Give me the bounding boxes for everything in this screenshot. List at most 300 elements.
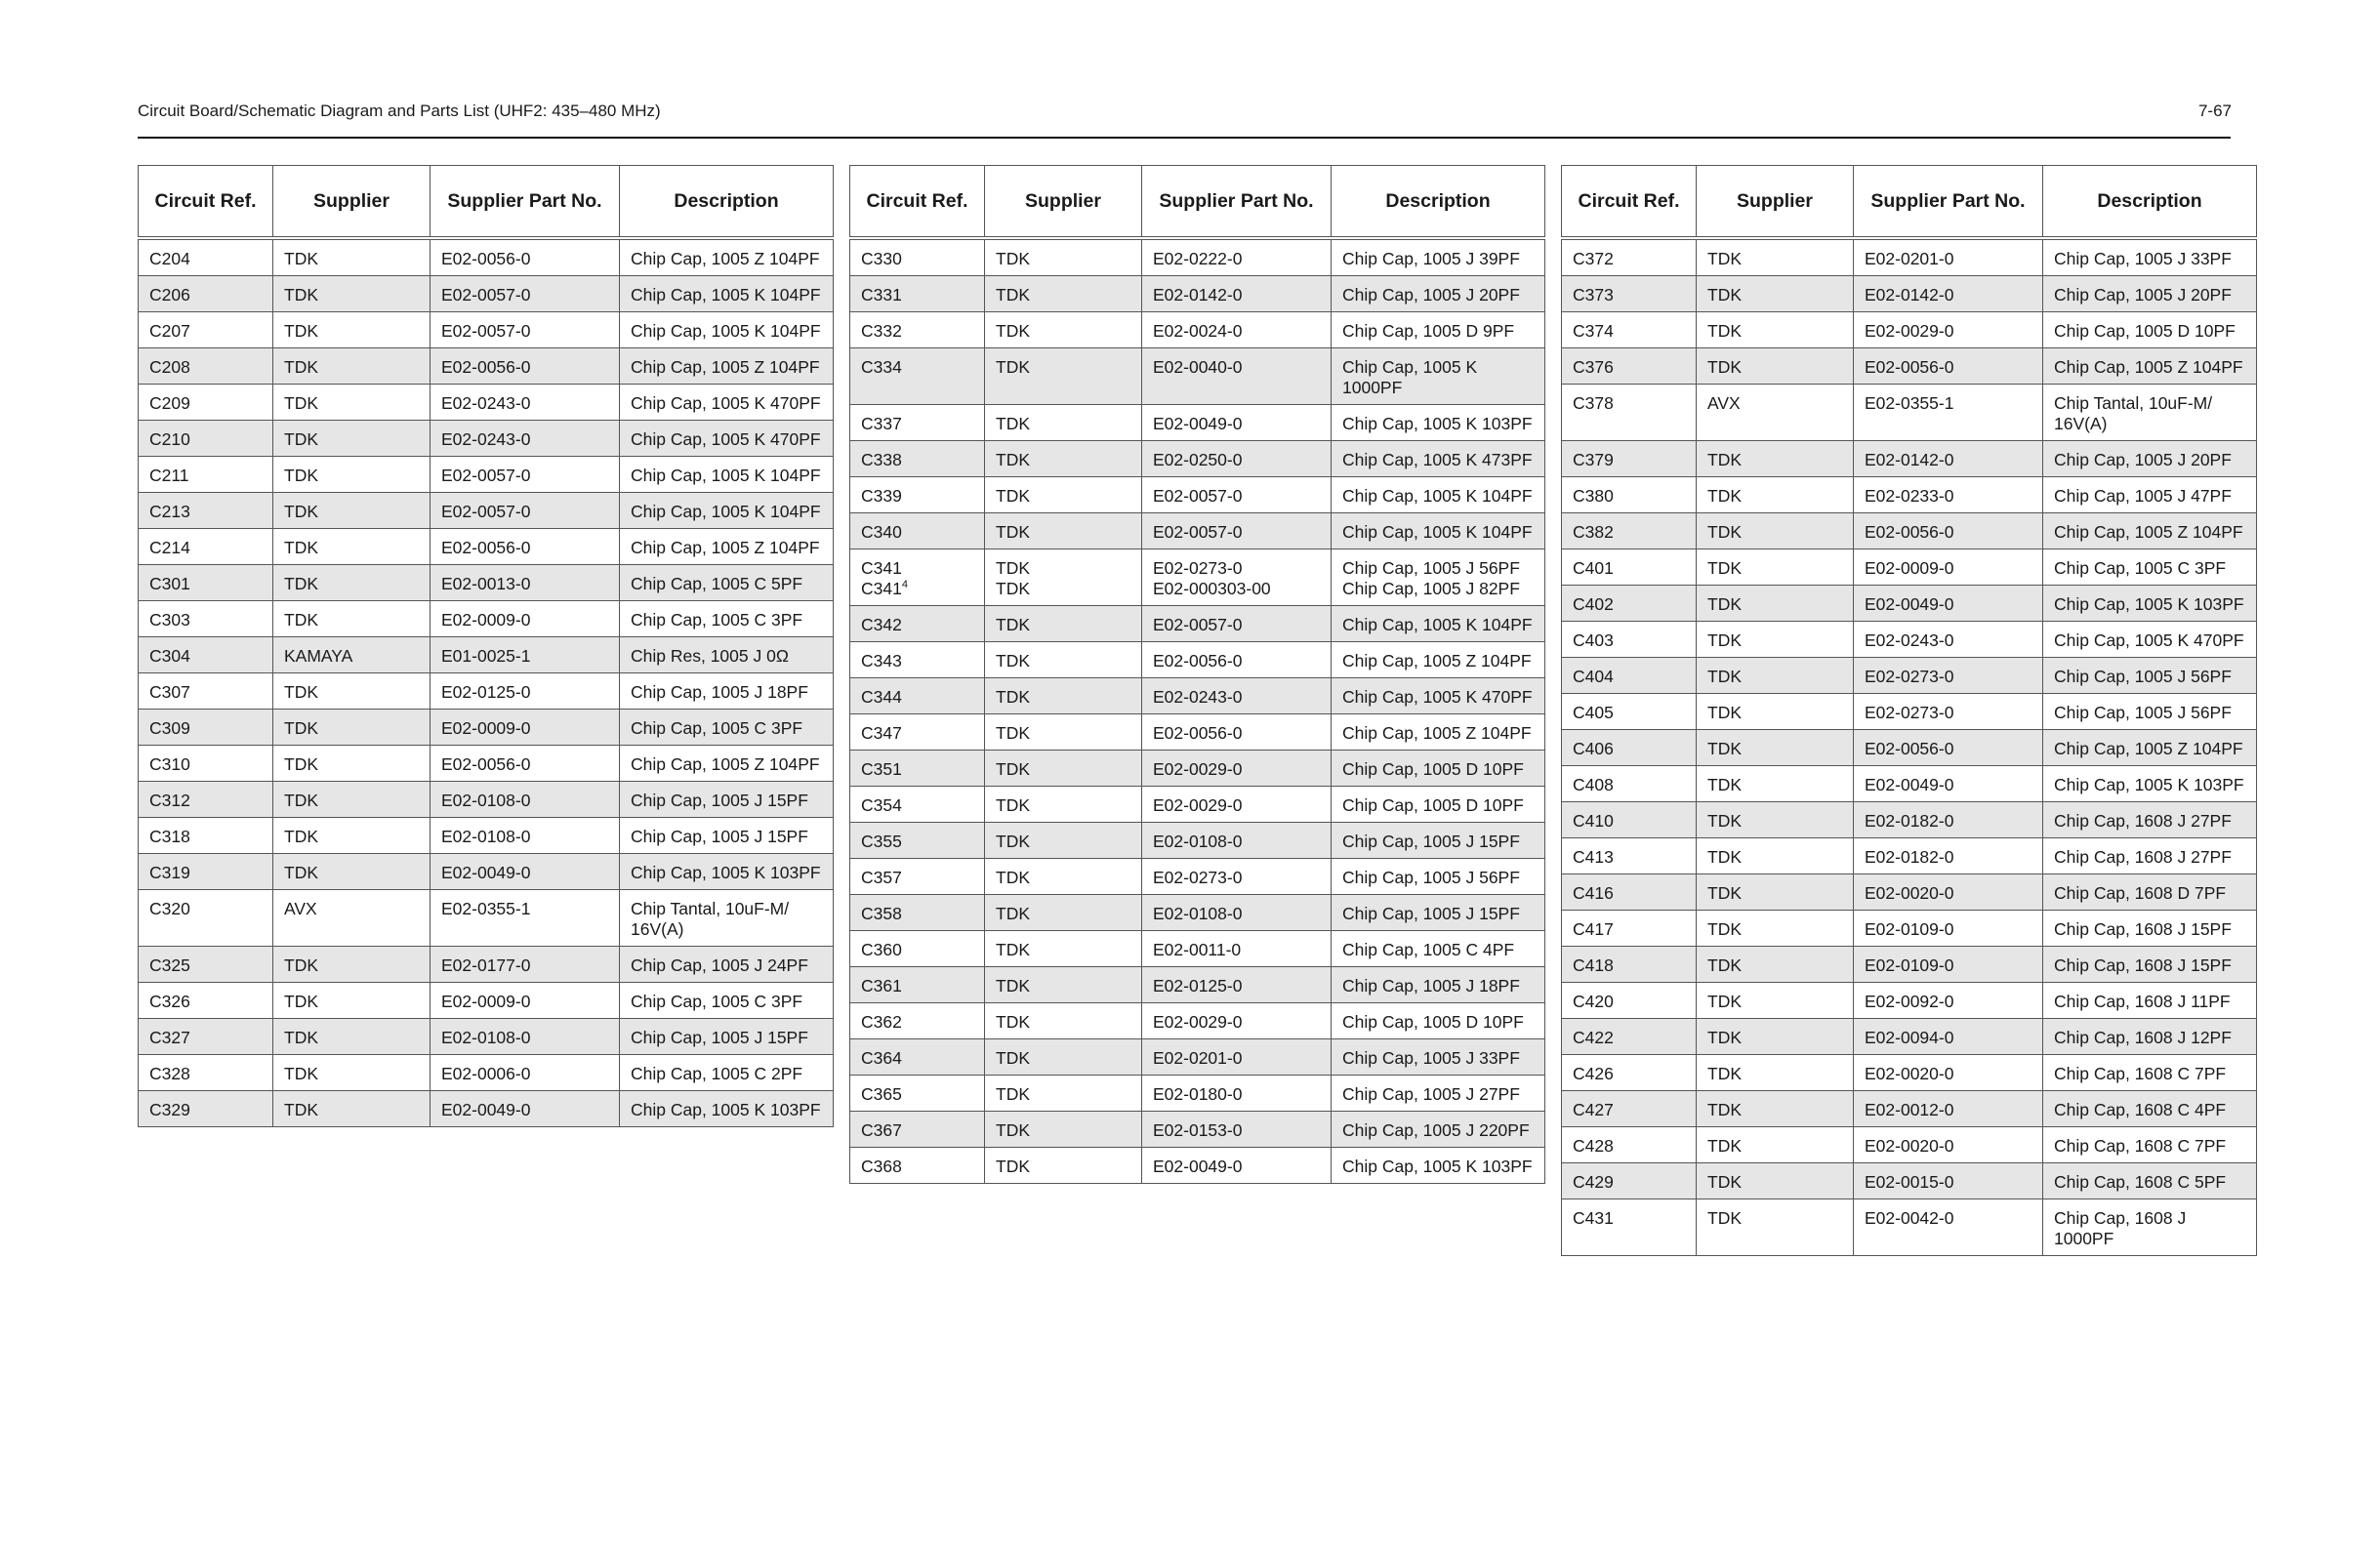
supplier-cell: TDK (1697, 586, 1854, 622)
description-cell: Chip Cap, 1608 C 5PF (2043, 1163, 2257, 1199)
table-row (1562, 983, 2257, 1019)
supplier-cell: TDK (985, 895, 1142, 931)
description-cell: Chip Cap, 1005 J 220PF (1332, 1112, 1545, 1148)
part-no-cell-line-2 (1153, 579, 1320, 599)
description-cell: Chip Cap, 1005 Z 104PF (2043, 513, 2257, 549)
circuit-ref-cell: C422 (1562, 1019, 1697, 1055)
table-row (139, 673, 834, 710)
description-cell: Chip Cap, 1005 J 56PF (2043, 694, 2257, 730)
description-cell: Chip Cap, 1005 K 473PF (1332, 441, 1545, 477)
part-no-cell: E02-0092-0 (1854, 983, 2043, 1019)
description-cell: Chip Cap, 1005 K 470PF (620, 385, 834, 421)
description-cell: Chip Cap, 1005 K 104PF (620, 457, 834, 493)
description-cell: Chip Cap, 1005 K 103PF (620, 1091, 834, 1127)
parts-table-2 (849, 165, 1545, 1184)
description-cell: Chip Cap, 1608 J 1000PF (2043, 1199, 2257, 1256)
table-row (1562, 238, 2257, 276)
circuit-ref-cell: C307 (139, 673, 273, 710)
header-supplier-part-no: Supplier Part No. (1142, 166, 1332, 239)
part-no-cell: E02-0049-0 (1142, 1148, 1332, 1184)
table-row (1562, 622, 2257, 658)
table-row (1562, 694, 2257, 730)
description-cell: Chip Tantal, 10uF-M/ 16V(A) (620, 890, 834, 947)
supplier-cell: AVX (273, 890, 431, 947)
table-row (1562, 312, 2257, 348)
description-cell: Chip Cap, 1608 D 7PF (2043, 874, 2257, 911)
circuit-ref-cell: C431 (1562, 1199, 1697, 1256)
supplier-cell: TDK (985, 823, 1142, 859)
table-row (1562, 947, 2257, 983)
circuit-ref-cell: C364 (850, 1039, 985, 1076)
part-no-cell: E02-0153-0 (1142, 1112, 1332, 1148)
supplier-cell: TDK (985, 606, 1142, 642)
table-row (850, 276, 1545, 312)
part-no-cell: E02-0273-0 (1142, 859, 1332, 895)
circuit-ref-cell: C376 (1562, 348, 1697, 385)
description-cell: Chip Cap, 1608 J 12PF (2043, 1019, 2257, 1055)
table-row (1562, 513, 2257, 549)
table-row (139, 890, 834, 947)
supplier-cell: TDK (273, 565, 431, 601)
supplier-cell: TDK (1697, 947, 1854, 983)
table-row (850, 967, 1545, 1003)
circuit-ref-cell: C330 (850, 238, 985, 276)
circuit-ref-cell: C310 (139, 746, 273, 782)
description-cell: Chip Cap, 1005 K 104PF (1332, 513, 1545, 549)
supplier-cell: TDK (985, 238, 1142, 276)
supplier-cell: TDK (273, 947, 431, 983)
table-row (850, 477, 1545, 513)
supplier-cell: TDK (273, 710, 431, 746)
supplier-cell: TDK (985, 751, 1142, 787)
supplier-cell: TDK (985, 276, 1142, 312)
description-cell: Chip Cap, 1005 K 103PF (2043, 766, 2257, 802)
circuit-ref-cell: C337 (850, 405, 985, 441)
table-row (850, 1076, 1545, 1112)
part-no-cell: E02-0355-1 (431, 890, 620, 947)
supplier-cell: TDK (985, 1039, 1142, 1076)
supplier-cell-line-2-text: TDK (996, 579, 1030, 598)
part-no-cell: E02-0056-0 (1854, 513, 2043, 549)
supplier-cell: TDK (1697, 1055, 1854, 1091)
supplier-cell: TDK (1697, 348, 1854, 385)
part-no-cell: E02-0020-0 (1854, 1127, 2043, 1163)
description-cell: Chip Cap, 1005 Z 104PF (2043, 348, 2257, 385)
table-row (850, 1039, 1545, 1076)
table-row (850, 823, 1545, 859)
table-row (139, 312, 834, 348)
description-cell: Chip Cap, 1005 J 15PF (620, 1019, 834, 1055)
supplier-cell: TDK (985, 1112, 1142, 1148)
part-no-cell: E02-0094-0 (1854, 1019, 2043, 1055)
supplier-cell: TDK (1697, 276, 1854, 312)
circuit-ref-cell: C343 (850, 642, 985, 678)
supplier-cell: TDK (1697, 983, 1854, 1019)
description-cell: Chip Cap, 1005 K 470PF (1332, 678, 1545, 714)
description-cell: Chip Cap, 1005 J 33PF (1332, 1039, 1545, 1076)
circuit-ref-cell: C427 (1562, 1091, 1697, 1127)
description-cell: Chip Cap, 1608 C 4PF (2043, 1091, 2257, 1127)
supplier-cell: TDK (1697, 694, 1854, 730)
table-row (1562, 348, 2257, 385)
supplier-cell: TDK (273, 854, 431, 890)
table-header-row (850, 166, 1545, 239)
supplier-cell: TDK (273, 601, 431, 637)
part-no-cell: E02-0015-0 (1854, 1163, 2043, 1199)
description-cell: Chip Cap, 1005 J 56PF (2043, 658, 2257, 694)
description-cell: Chip Cap, 1005 K 104PF (1332, 477, 1545, 513)
parts-table-3 (1561, 165, 2257, 1256)
circuit-ref-cell: C404 (1562, 658, 1697, 694)
description-cell: Chip Cap, 1005 J 18PF (620, 673, 834, 710)
circuit-ref-cell: C301 (139, 565, 273, 601)
part-no-cell: E02-0049-0 (1854, 586, 2043, 622)
table-row (139, 276, 834, 312)
part-no-cell: E02-0201-0 (1142, 1039, 1332, 1076)
table-row (1562, 1163, 2257, 1199)
description-cell: Chip Cap, 1005 J 18PF (1332, 967, 1545, 1003)
supplier-cell: TDK (1697, 549, 1854, 586)
part-no-cell: E02-0029-0 (1142, 751, 1332, 787)
part-no-cell: E02-0142-0 (1854, 276, 2043, 312)
circuit-ref-cell: C318 (139, 818, 273, 854)
table-row (1562, 385, 2257, 441)
description-cell: Chip Cap, 1005 J 27PF (1332, 1076, 1545, 1112)
supplier-cell: TDK (273, 421, 431, 457)
supplier-cell: TDK (985, 1003, 1142, 1039)
circuit-ref-cell: C214 (139, 529, 273, 565)
circuit-ref-cell-line-2 (861, 579, 973, 599)
circuit-ref-cell: C413 (1562, 838, 1697, 874)
description-cell: Chip Cap, 1005 Z 104PF (620, 238, 834, 276)
supplier-cell: TDK (273, 746, 431, 782)
circuit-ref-cell: C372 (1562, 238, 1697, 276)
supplier-cell: TDK (1697, 766, 1854, 802)
supplier-cell: TDK (985, 714, 1142, 751)
part-no-cell: E02-0108-0 (431, 782, 620, 818)
part-no-cell: E02-0243-0 (431, 421, 620, 457)
table-row (1562, 441, 2257, 477)
description-cell: Chip Cap, 1005 K 104PF (620, 276, 834, 312)
description-cell: Chip Cap, 1005 J 20PF (1332, 276, 1545, 312)
supplier-cell: TDK (985, 513, 1142, 549)
circuit-ref-cell: C309 (139, 710, 273, 746)
description-cell: Chip Cap, 1608 C 7PF (2043, 1127, 2257, 1163)
supplier-cell: TDK (273, 782, 431, 818)
supplier-cell: TDK (273, 1091, 431, 1127)
supplier-cell: TDK (273, 276, 431, 312)
circuit-ref-cell: C325 (139, 947, 273, 983)
supplier-cell: TDK (273, 1019, 431, 1055)
circuit-ref-cell: C339 (850, 477, 985, 513)
table-row (1562, 838, 2257, 874)
part-no-cell: E02-0201-0 (1854, 238, 2043, 276)
description-cell-line-2-text: Chip Cap, 1005 J 82PF (1342, 579, 1520, 598)
header-description: Description (620, 166, 834, 239)
circuit-ref-cell: C344 (850, 678, 985, 714)
header-supplier: Supplier (1697, 166, 1854, 239)
supplier-cell: TDK (985, 477, 1142, 513)
part-no-cell: E02-0056-0 (1142, 642, 1332, 678)
supplier-cell: TDK (985, 967, 1142, 1003)
supplier-cell: TDK (1697, 513, 1854, 549)
description-cell: Chip Cap, 1005 K 103PF (1332, 405, 1545, 441)
table-row (139, 746, 834, 782)
part-no-cell-line-1: E02-0273-0 (1153, 558, 1243, 578)
part-no-cell: E02-0042-0 (1854, 1199, 2043, 1256)
circuit-ref-cell: C428 (1562, 1127, 1697, 1163)
supplier-cell: TDK (1697, 1199, 1854, 1256)
table-row (139, 601, 834, 637)
circuit-ref-cell: C303 (139, 601, 273, 637)
table-header-row (1562, 166, 2257, 239)
table-row (850, 714, 1545, 751)
header-description: Description (1332, 166, 1545, 239)
description-cell: Chip Cap, 1005 J 20PF (2043, 441, 2257, 477)
part-no-cell: E01-0025-1 (431, 637, 620, 673)
table-row (850, 238, 1545, 276)
supplier-cell-line-1: TDK (996, 558, 1030, 578)
circuit-ref-cell: C420 (1562, 983, 1697, 1019)
supplier-cell: TDK (985, 312, 1142, 348)
part-no-cell: E02-0243-0 (1854, 622, 2043, 658)
circuit-ref-cell: C351 (850, 751, 985, 787)
supplier-cell: TDK (985, 642, 1142, 678)
description-cell: Chip Cap, 1005 J 24PF (620, 947, 834, 983)
supplier-cell: TDK (273, 983, 431, 1019)
circuit-ref-cell: C405 (1562, 694, 1697, 730)
description-cell: Chip Cap, 1005 K 104PF (1332, 606, 1545, 642)
description-cell: Chip Cap, 1608 J 27PF (2043, 838, 2257, 874)
part-no-cell: E02-0006-0 (431, 1055, 620, 1091)
table-row (1562, 1127, 2257, 1163)
supplier-cell: TDK (985, 1148, 1142, 1184)
supplier-cell: TDK (273, 312, 431, 348)
supplier-cell: TDK (985, 859, 1142, 895)
part-no-cell: E02-0009-0 (1854, 549, 2043, 586)
circuit-ref-cell: C328 (139, 1055, 273, 1091)
description-cell: Chip Cap, 1005 Z 104PF (2043, 730, 2257, 766)
circuit-ref-cell: C416 (1562, 874, 1697, 911)
part-no-cell: E02-0109-0 (1854, 911, 2043, 947)
description-cell: Chip Cap, 1005 Z 104PF (1332, 714, 1545, 751)
part-no-cell: E02-0273-0 (1854, 694, 2043, 730)
table-row (139, 983, 834, 1019)
part-no-cell: E02-0056-0 (431, 238, 620, 276)
description-cell: Chip Tantal, 10uF-M/ 16V(A) (2043, 385, 2257, 441)
table-row (139, 565, 834, 601)
table-row (850, 312, 1545, 348)
part-no-cell: E02-0056-0 (431, 529, 620, 565)
circuit-ref-cell: C319 (139, 854, 273, 890)
table-row (850, 441, 1545, 477)
circuit-ref-cell: C429 (1562, 1163, 1697, 1199)
table-row (850, 931, 1545, 967)
supplier-cell: TDK (985, 931, 1142, 967)
part-no-cell: E02-0029-0 (1854, 312, 2043, 348)
header-supplier: Supplier (273, 166, 431, 239)
part-no-cell: E02-0108-0 (431, 818, 620, 854)
circuit-ref-cell: C426 (1562, 1055, 1697, 1091)
description-cell: Chip Cap, 1005 Z 104PF (620, 348, 834, 385)
description-cell: Chip Cap, 1005 Z 104PF (620, 746, 834, 782)
circuit-ref-cell: C209 (139, 385, 273, 421)
circuit-ref-cell: C410 (1562, 802, 1697, 838)
part-no-cell: E02-0029-0 (1142, 1003, 1332, 1039)
circuit-ref-cell: C207 (139, 312, 273, 348)
parts-table-1 (138, 165, 834, 1127)
part-no-cell: E02-0020-0 (1854, 1055, 2043, 1091)
part-no-cell: E02-0020-0 (1854, 874, 2043, 911)
table-row (1562, 1091, 2257, 1127)
table-row (139, 1055, 834, 1091)
part-no-cell: E02-0142-0 (1854, 441, 2043, 477)
part-no-cell: E02-0024-0 (1142, 312, 1332, 348)
circuit-ref-cell: C378 (1562, 385, 1697, 441)
table-row (139, 1091, 834, 1127)
circuit-ref-cell: C204 (139, 238, 273, 276)
supplier-cell: TDK (1697, 802, 1854, 838)
circuit-ref-cell: C327 (139, 1019, 273, 1055)
part-no-cell: E02-0243-0 (431, 385, 620, 421)
table-row (1562, 1055, 2257, 1091)
circuit-ref-cell: C340 (850, 513, 985, 549)
supplier-cell: TDK (273, 457, 431, 493)
part-no-cell: E02-0057-0 (431, 457, 620, 493)
header-circuit-ref: Circuit Ref. (139, 166, 273, 239)
table-row (139, 1019, 834, 1055)
description-cell: Chip Cap, 1005 J 15PF (620, 818, 834, 854)
circuit-ref-cell: C361 (850, 967, 985, 1003)
circuit-ref-cell: C312 (139, 782, 273, 818)
circuit-ref-cell: C362 (850, 1003, 985, 1039)
circuit-ref-cell: C304 (139, 637, 273, 673)
part-no-cell: E02-0057-0 (1142, 477, 1332, 513)
footnote-marker: 4 (901, 579, 908, 591)
table-row (850, 751, 1545, 787)
part-no-cell: E02-0233-0 (1854, 477, 2043, 513)
supplier-cell: TDK (1697, 874, 1854, 911)
part-no-cell: E02-0057-0 (431, 276, 620, 312)
table-row (850, 1112, 1545, 1148)
table-row (850, 895, 1545, 931)
description-cell: Chip Cap, 1005 C 4PF (1332, 931, 1545, 967)
description-cell: Chip Cap, 1005 C 3PF (620, 983, 834, 1019)
part-no-cell (1142, 549, 1332, 606)
circuit-ref-cell: C418 (1562, 947, 1697, 983)
circuit-ref-cell (850, 549, 985, 606)
circuit-ref-cell: C374 (1562, 312, 1697, 348)
supplier-cell: TDK (1697, 1019, 1854, 1055)
table-row (1562, 874, 2257, 911)
part-no-cell: E02-0049-0 (431, 854, 620, 890)
part-no-cell: E02-0109-0 (1854, 947, 2043, 983)
supplier-cell: TDK (273, 818, 431, 854)
part-no-cell: E02-0040-0 (1142, 348, 1332, 405)
supplier-cell: TDK (985, 678, 1142, 714)
circuit-ref-cell: C320 (139, 890, 273, 947)
description-cell: Chip Cap, 1005 C 2PF (620, 1055, 834, 1091)
description-cell: Chip Cap, 1005 J 15PF (620, 782, 834, 818)
circuit-ref-cell: C213 (139, 493, 273, 529)
supplier-cell: TDK (1697, 1091, 1854, 1127)
supplier-cell: TDK (1697, 658, 1854, 694)
circuit-ref-cell: C208 (139, 348, 273, 385)
circuit-ref-cell: C355 (850, 823, 985, 859)
circuit-ref-cell: C358 (850, 895, 985, 931)
table-row (1562, 549, 2257, 586)
part-no-cell: E02-0029-0 (1142, 787, 1332, 823)
part-no-cell-line-2-text: E02-000303-00 (1153, 579, 1271, 598)
table-row (1562, 586, 2257, 622)
header-supplier: Supplier (985, 166, 1142, 239)
circuit-ref-cell: C382 (1562, 513, 1697, 549)
table-row (139, 385, 834, 421)
part-no-cell: E02-0049-0 (1142, 405, 1332, 441)
table-row (139, 818, 834, 854)
page-number: 7-67 (2197, 102, 2232, 120)
supplier-cell: TDK (1697, 730, 1854, 766)
description-cell: Chip Cap, 1005 D 9PF (1332, 312, 1545, 348)
description-cell: Chip Cap, 1005 K 103PF (620, 854, 834, 890)
header-circuit-ref: Circuit Ref. (1562, 166, 1697, 239)
description-cell: Chip Cap, 1005 C 3PF (2043, 549, 2257, 586)
description-cell: Chip Cap, 1005 K 103PF (1332, 1148, 1545, 1184)
part-no-cell: E02-0056-0 (431, 746, 620, 782)
part-no-cell: E02-0057-0 (1142, 606, 1332, 642)
table-row (1562, 658, 2257, 694)
table-row (850, 1003, 1545, 1039)
description-cell: Chip Cap, 1608 J 15PF (2043, 947, 2257, 983)
description-cell: Chip Cap, 1608 C 7PF (2043, 1055, 2257, 1091)
table-row (1562, 766, 2257, 802)
circuit-ref-cell: C365 (850, 1076, 985, 1112)
circuit-ref-cell: C401 (1562, 549, 1697, 586)
part-no-cell: E02-0108-0 (1142, 895, 1332, 931)
part-no-cell: E02-0049-0 (1854, 766, 2043, 802)
circuit-ref-cell: C406 (1562, 730, 1697, 766)
circuit-ref-cell: C360 (850, 931, 985, 967)
description-cell (1332, 549, 1545, 606)
description-cell: Chip Cap, 1005 C 3PF (620, 601, 834, 637)
circuit-ref-cell: C210 (139, 421, 273, 457)
description-cell: Chip Cap, 1005 K 104PF (620, 312, 834, 348)
table-row (850, 549, 1545, 606)
supplier-cell: AVX (1697, 385, 1854, 441)
part-no-cell: E02-0222-0 (1142, 238, 1332, 276)
part-no-cell: E02-0108-0 (1142, 823, 1332, 859)
part-no-cell: E02-0125-0 (1142, 967, 1332, 1003)
part-no-cell: E02-0273-0 (1854, 658, 2043, 694)
circuit-ref-cell: C331 (850, 276, 985, 312)
circuit-ref-cell: C347 (850, 714, 985, 751)
part-no-cell: E02-0182-0 (1854, 838, 2043, 874)
circuit-ref-cell: C357 (850, 859, 985, 895)
supplier-cell: TDK (1697, 622, 1854, 658)
supplier-cell: TDK (273, 385, 431, 421)
part-no-cell: E02-0011-0 (1142, 931, 1332, 967)
circuit-ref-cell: C403 (1562, 622, 1697, 658)
supplier-cell: TDK (273, 238, 431, 276)
table-row (139, 854, 834, 890)
circuit-ref-cell: C338 (850, 441, 985, 477)
description-cell: Chip Cap, 1005 D 10PF (1332, 787, 1545, 823)
description-cell-line-2 (1342, 579, 1534, 599)
supplier-cell: TDK (985, 441, 1142, 477)
header-supplier-part-no: Supplier Part No. (1854, 166, 2043, 239)
supplier-cell: TDK (1697, 911, 1854, 947)
table-row (1562, 802, 2257, 838)
